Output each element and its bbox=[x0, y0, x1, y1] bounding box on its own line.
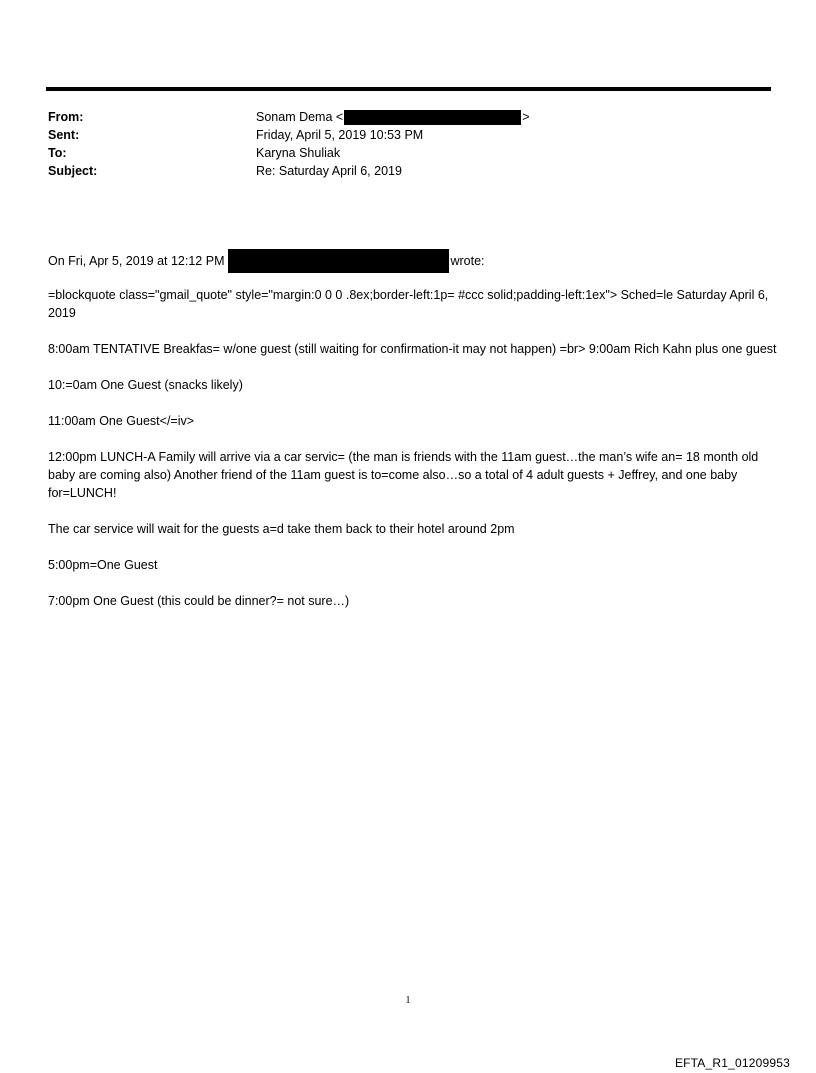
quote-attribution-suffix: wrote: bbox=[450, 254, 485, 268]
body-paragraph: The car service will wait for the guests a=d take them back to their hotel around 2pm bbox=[48, 522, 515, 536]
from-name: Sonam Dema < bbox=[256, 110, 344, 124]
sent-label: Sent: bbox=[48, 128, 80, 142]
page-number: 1 bbox=[405, 995, 411, 1006]
subject-label: Subject: bbox=[48, 164, 98, 178]
to-row bbox=[48, 144, 530, 162]
email-body bbox=[48, 250, 778, 628]
subject-row bbox=[48, 162, 530, 180]
from-row bbox=[48, 108, 530, 126]
body-paragraph: 11:00am One Guest</=iv> bbox=[48, 414, 195, 428]
sent-row bbox=[48, 126, 530, 144]
document-id: EFTA_R1_01209953 bbox=[674, 1056, 790, 1070]
quote-attribution-prefix: On Fri, Apr 5, 2019 at 12:12 PM bbox=[48, 254, 225, 268]
from-value bbox=[256, 108, 530, 126]
quote-attribution bbox=[48, 250, 778, 272]
from-suffix: > bbox=[522, 110, 530, 124]
header-divider bbox=[46, 87, 771, 91]
body-paragraph: 5:00pm=One Guest bbox=[48, 558, 158, 572]
sent-value: Friday, April 5, 2019 10:53 PM bbox=[256, 128, 424, 142]
from-label: From: bbox=[48, 110, 84, 124]
body-paragraph: 8:00am TENTATIVE Breakfas= w/one guest (still waiting for confirmation-it may not happen) =br> 9:00am Rich Kahn plus one guest bbox=[48, 342, 777, 356]
email-header bbox=[48, 108, 530, 180]
body-paragraph: 12:00pm LUNCH-A Family will arrive via a car servic= (the man is friends with the 11am guest…the man’s wife an= 18 month old baby are coming also) Another friend of the 11am guest is to=come also…so a total of 4 adult guests + Jeffrey, and one baby for=LUNCH! bbox=[48, 450, 759, 500]
body-paragraph: =blockquote class="gmail_quote" style="margin:0 0 0 .8ex;border-left:1p= #ccc solid;padding-left:1ex"> Sched=le Saturday April 6, 2019 bbox=[48, 288, 769, 320]
subject-value: Re: Saturday April 6, 2019 bbox=[256, 164, 402, 178]
body-paragraph: 10:=0am One Guest (snacks likely) bbox=[48, 378, 243, 392]
to-label: To: bbox=[48, 146, 67, 160]
redacted-sender bbox=[228, 249, 449, 273]
redacted-email bbox=[344, 110, 521, 125]
body-paragraph: 7:00pm One Guest (this could be dinner?= not sure…) bbox=[48, 594, 350, 608]
to-value: Karyna Shuliak bbox=[256, 146, 341, 160]
